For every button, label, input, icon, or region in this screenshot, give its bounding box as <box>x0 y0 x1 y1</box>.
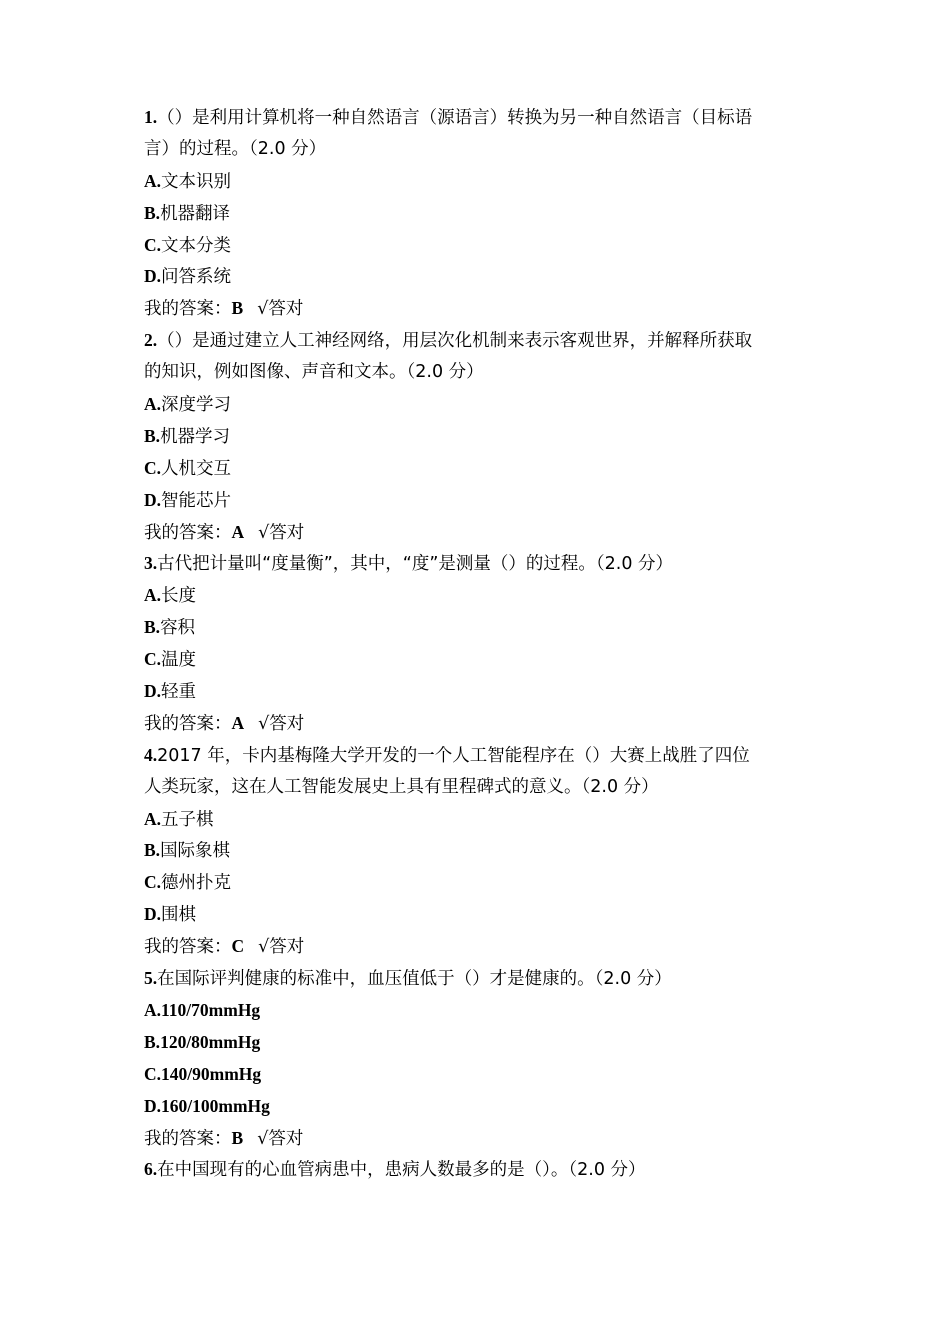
option-b <box>144 612 814 644</box>
option-letter: B. <box>144 617 161 638</box>
answer-result: √答对 <box>257 1128 304 1149</box>
option-text: 140/90mmHg <box>161 1063 262 1084</box>
option-letter: A. <box>144 585 162 606</box>
question-stem <box>144 1154 814 1186</box>
my-answer <box>144 293 814 325</box>
option-b <box>144 421 814 453</box>
question-5 <box>144 963 814 1154</box>
option-letter: A. <box>144 170 162 191</box>
option-text: 110/70mmHg <box>161 999 261 1020</box>
option-text: 机器学习 <box>160 426 231 447</box>
question-number: 2. <box>144 330 158 351</box>
option-b <box>144 1027 814 1059</box>
option-letter: C. <box>144 234 162 255</box>
option-c <box>144 644 814 676</box>
question-3 <box>144 548 814 739</box>
option-d <box>144 1091 814 1123</box>
option-letter: D. <box>144 681 162 702</box>
option-b <box>144 198 814 230</box>
question-stem <box>144 325 814 357</box>
my-answer <box>144 1123 814 1155</box>
question-stem <box>144 102 814 134</box>
option-d <box>144 676 814 708</box>
question-6 <box>144 1154 814 1186</box>
question-number: 3. <box>144 553 158 574</box>
option-letter: C. <box>144 649 162 670</box>
question-text: （）是利用计算机将一种自然语言（源语言）转换为另一种自然语言（目标语 <box>157 108 753 128</box>
answer-label: 我的答案： <box>144 522 232 543</box>
question-text-continued: 言）的过程。（2.0 分） <box>144 138 327 159</box>
answer-value: B <box>231 298 244 319</box>
answer-result: √答对 <box>258 937 305 958</box>
option-a <box>144 995 814 1027</box>
question-1 <box>144 102 814 325</box>
option-c <box>144 453 814 485</box>
question-stem <box>144 548 814 580</box>
option-d <box>144 261 814 293</box>
option-text: 国际象棋 <box>160 841 231 862</box>
option-letter: B. <box>144 425 161 446</box>
answer-label: 我的答案： <box>144 1128 232 1149</box>
my-answer <box>144 931 814 963</box>
option-c <box>144 867 814 899</box>
question-stem <box>144 963 814 995</box>
option-text: 德州扑克 <box>161 873 232 894</box>
option-text: 深度学习 <box>161 395 232 416</box>
answer-label: 我的答案： <box>144 713 232 734</box>
question-text-continued: 的知识，例如图像、声音和文本。（2.0 分） <box>144 362 484 383</box>
option-text: 问答系统 <box>161 267 232 288</box>
question-text: 在国际评判健康的标准中，血压值低于（）才是健康的。（2.0 分） <box>157 969 672 990</box>
answer-result: √答对 <box>258 522 305 543</box>
option-a <box>144 804 814 836</box>
question-text: （）是通过建立人工神经网络，用层次化机制来表示客观世界，并解释所获取 <box>157 331 753 352</box>
option-letter: A. <box>144 808 162 829</box>
question-2 <box>144 325 814 548</box>
option-letter: A. <box>144 999 162 1020</box>
question-number: 4. <box>144 744 158 765</box>
option-text: 容积 <box>160 618 196 639</box>
option-text: 长度 <box>161 586 197 607</box>
my-answer <box>144 708 814 740</box>
option-letter: D. <box>144 489 162 510</box>
option-letter: C. <box>144 872 162 893</box>
option-text: 五子棋 <box>161 809 214 830</box>
option-text: 轻重 <box>161 682 197 703</box>
question-list <box>144 102 814 1186</box>
option-a <box>144 166 814 198</box>
option-letter: B. <box>144 840 161 861</box>
question-number: 6. <box>144 1159 158 1180</box>
question-text-continued: 人类玩家，这在人工智能发展史上具有里程碑式的意义。（2.0 分） <box>144 776 659 797</box>
option-letter: D. <box>144 1095 162 1116</box>
question-text: 古代把计量叫“度量衡”，其中，“度”是测量（）的过程。（2.0 分） <box>157 554 674 575</box>
option-c <box>144 230 814 262</box>
option-letter: A. <box>144 394 162 415</box>
option-text: 围棋 <box>161 905 197 926</box>
option-letter: B. <box>144 1031 161 1052</box>
option-text: 160/100mmHg <box>161 1095 270 1116</box>
question-number: 1. <box>144 107 158 127</box>
option-b <box>144 835 814 867</box>
question-4 <box>144 740 814 963</box>
answer-value: B <box>231 1127 244 1148</box>
option-text: 120/80mmHg <box>160 1031 261 1052</box>
option-letter: D. <box>144 266 162 287</box>
option-d <box>144 485 814 517</box>
answer-value: A <box>231 712 245 733</box>
option-text: 温度 <box>161 650 197 671</box>
option-letter: C. <box>144 1063 162 1084</box>
option-a <box>144 389 814 421</box>
answer-result: √答对 <box>257 299 304 320</box>
answer-value: C <box>231 936 245 957</box>
my-answer <box>144 517 814 549</box>
option-letter: C. <box>144 457 162 478</box>
option-text: 文本识别 <box>161 171 232 192</box>
question-text: 2017 年，卡内基梅隆大学开发的一个人工智能程序在（）大赛上战胜了四位 <box>157 745 750 766</box>
option-letter: B. <box>144 202 161 223</box>
option-text: 人机交互 <box>161 458 232 479</box>
answer-value: A <box>231 521 245 542</box>
question-text: 在中国现有的心血管病患中，患病人数最多的是（）。（2.0 分） <box>157 1160 646 1181</box>
answer-label: 我的答案： <box>144 299 232 320</box>
answer-label: 我的答案： <box>144 937 232 958</box>
option-text: 文本分类 <box>161 235 232 256</box>
question-stem <box>144 740 814 772</box>
option-c <box>144 1059 814 1091</box>
question-number: 5. <box>144 968 158 989</box>
answer-result: √答对 <box>258 713 305 734</box>
option-letter: D. <box>144 904 162 925</box>
option-d <box>144 899 814 931</box>
option-text: 机器翻译 <box>160 203 231 224</box>
option-a <box>144 580 814 612</box>
option-text: 智能芯片 <box>161 490 232 511</box>
